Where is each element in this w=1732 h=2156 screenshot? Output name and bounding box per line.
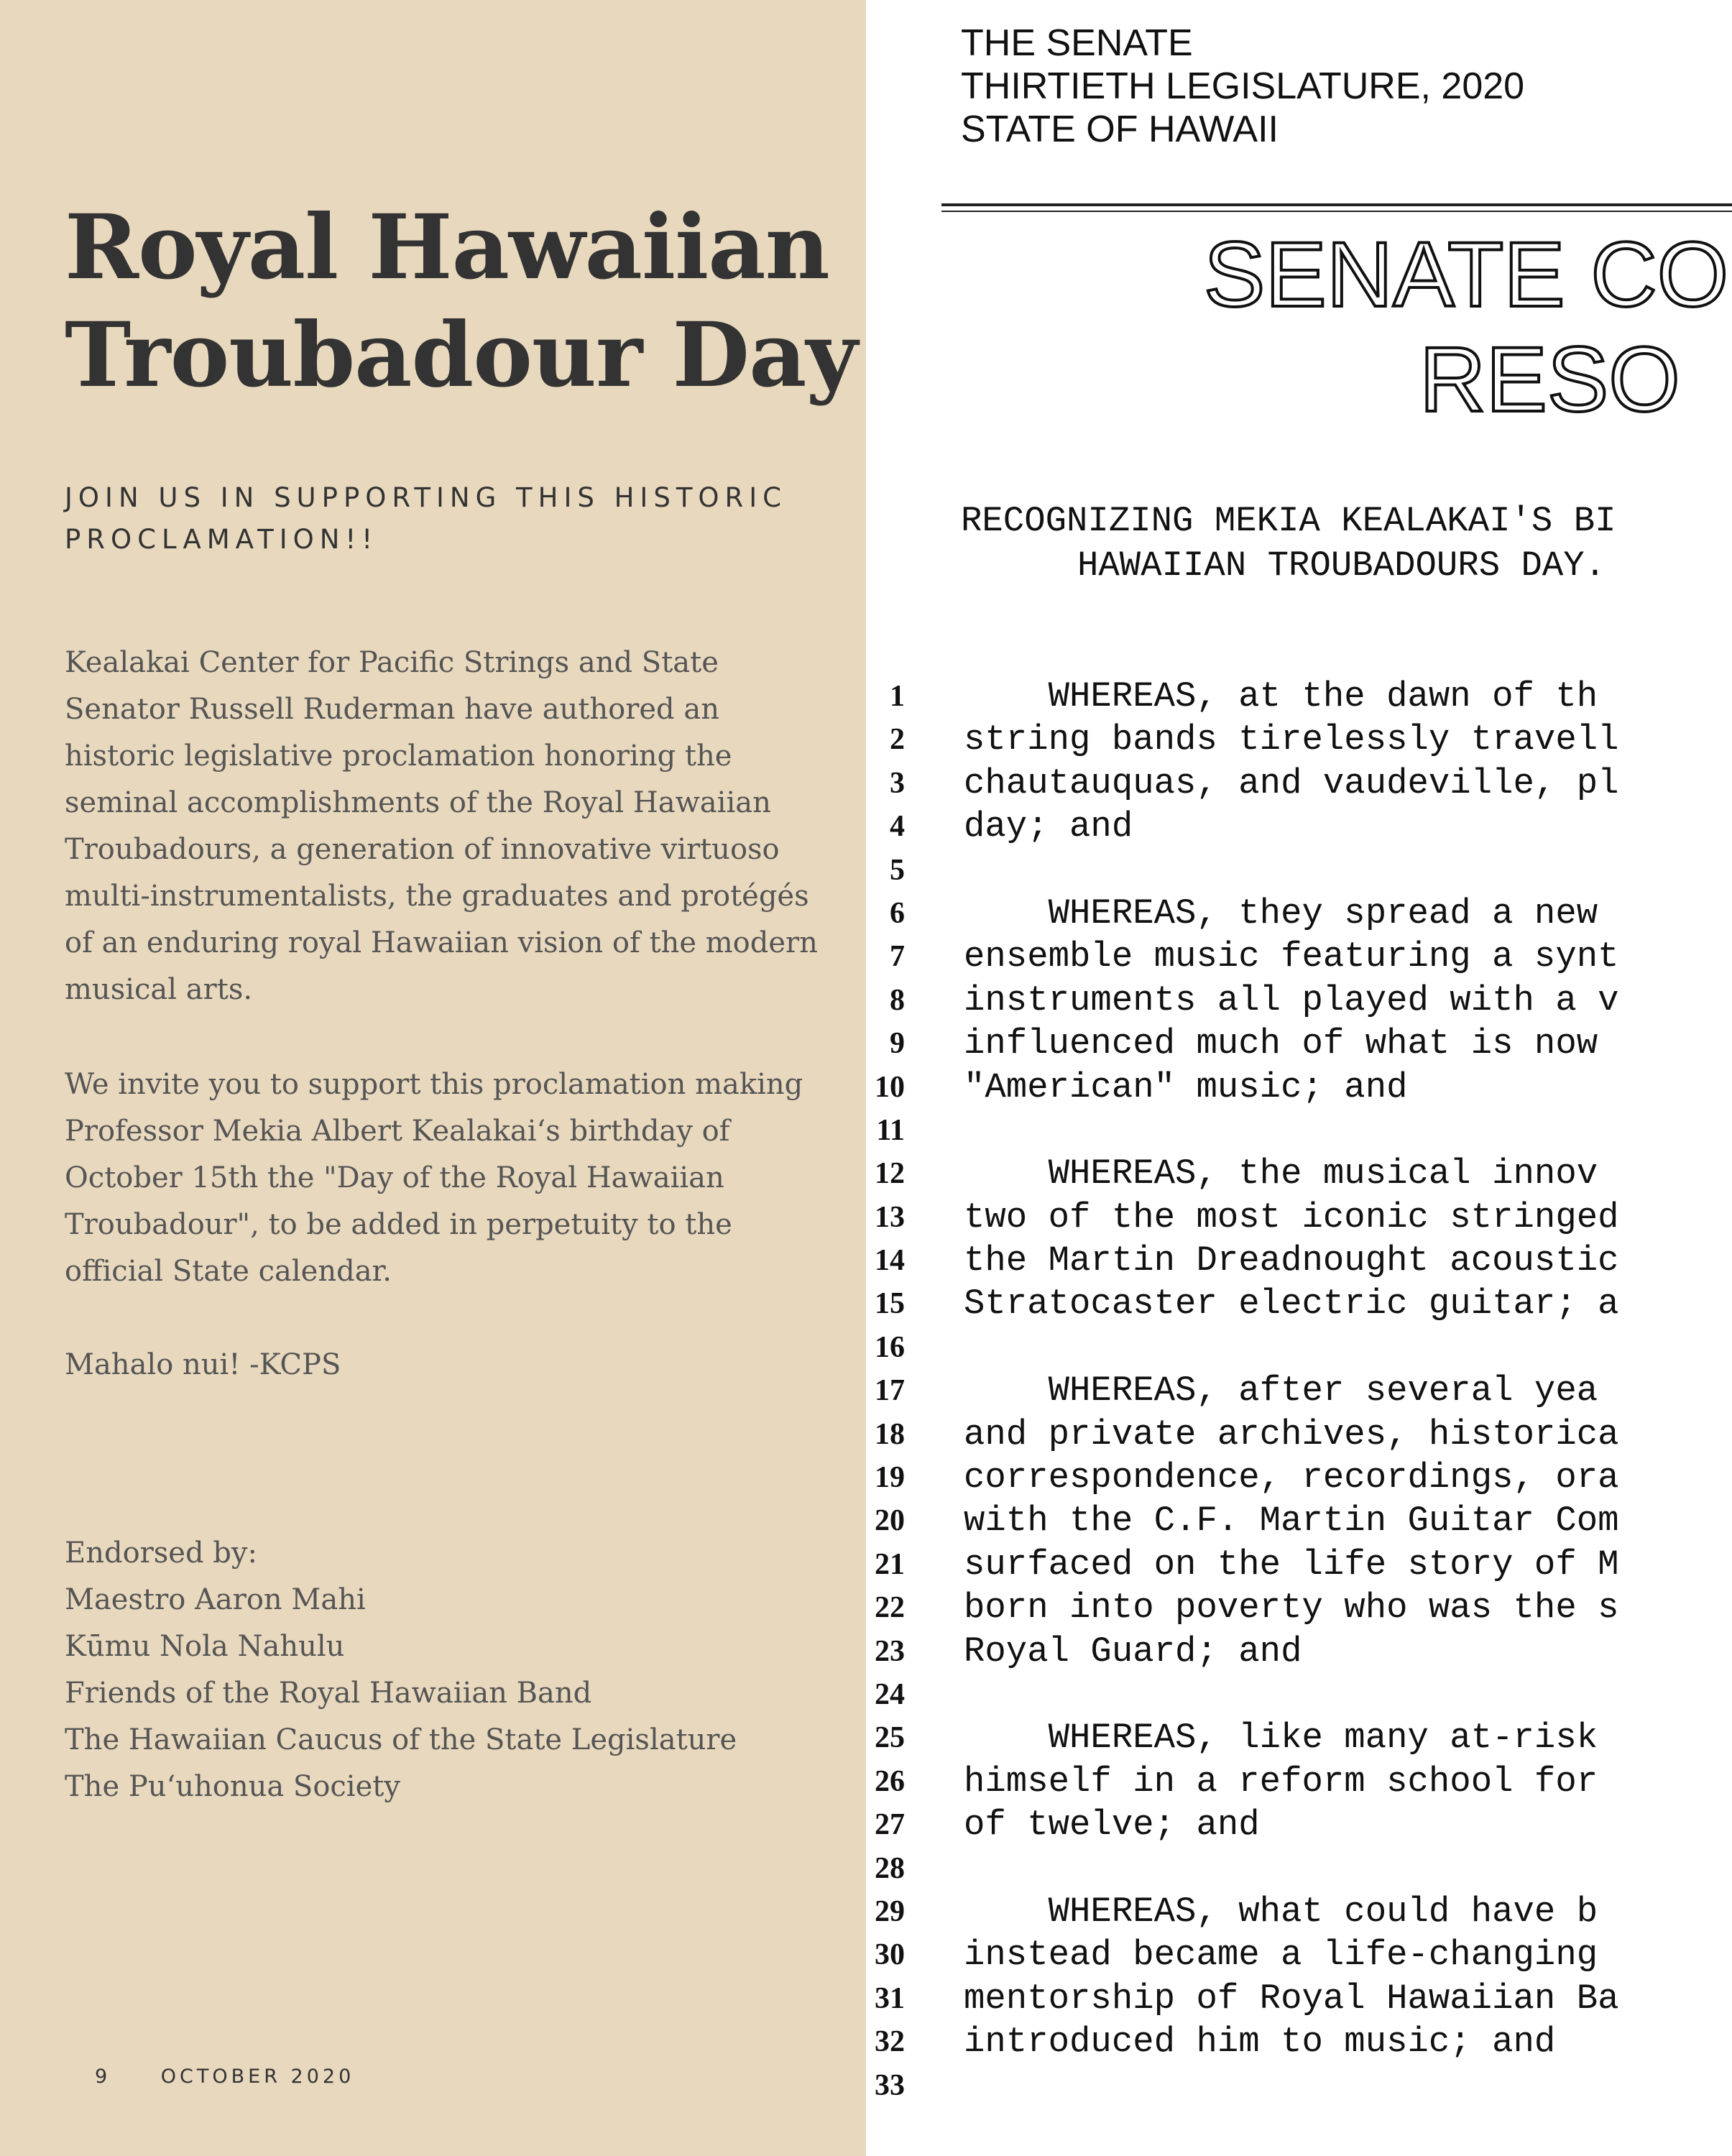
resolution-line xyxy=(866,1716,1666,1759)
endorser-item: The Pu‘uhonua Society xyxy=(65,1770,400,1803)
resolution-line xyxy=(866,1022,1666,1065)
line-number: 13 xyxy=(875,1200,905,1234)
resolution-line xyxy=(866,1760,1666,1803)
line-text: correspondence, recordings, ora xyxy=(964,1457,1619,1498)
line-number: 23 xyxy=(875,1634,905,1668)
line-number: 21 xyxy=(875,1547,905,1581)
senate-header xyxy=(961,22,1524,151)
page-title xyxy=(65,194,855,410)
endorser-item: Maestro Aaron Mahi xyxy=(65,1583,366,1616)
line-number: 11 xyxy=(876,1113,905,1147)
resolution-line xyxy=(866,1803,1666,1846)
resolution-line xyxy=(866,1586,1666,1629)
line-number: 30 xyxy=(875,1938,905,1972)
subtitle: JOIN US IN SUPPORTING THIS HISTORIC PROCLAMATION!! xyxy=(65,482,788,555)
line-text: of twelve; and xyxy=(964,1805,1260,1846)
line-text: WHEREAS, what could have b xyxy=(964,1891,1598,1932)
line-text: mentorship of Royal Hawaiian Ba xyxy=(964,1978,1619,2019)
line-text: day; and xyxy=(964,806,1133,847)
subject-line-1: RECOGNIZING MEKIA KEALAKAI'S BI xyxy=(961,501,1616,541)
resolution-line xyxy=(866,2064,1666,2107)
resolution-line xyxy=(866,1282,1666,1325)
line-text: string bands tirelessly travell xyxy=(964,719,1619,760)
title-line-1: Royal Hawaiian xyxy=(65,195,829,300)
invitation-paragraph: We invite you to support this proclamation making Professor Mekia Albert Kealakai‘s birthday of October 15th the "Day of the Royal Hawaiian Troubadour", to be added in perpetuity to the official State calendar. xyxy=(65,1068,803,1288)
line-text: "American" music; and xyxy=(964,1067,1408,1107)
line-number: 5 xyxy=(890,853,905,887)
resolution-line xyxy=(866,1456,1666,1499)
line-number: 25 xyxy=(875,1721,905,1755)
page-footer xyxy=(95,2065,354,2088)
title-line-2: Troubadour Day xyxy=(65,303,857,407)
endorser-item: Kūmu Nola Nahulu xyxy=(65,1630,345,1663)
header-line: STATE OF HAWAII xyxy=(961,109,1279,150)
resolution-line xyxy=(866,675,1666,718)
line-text: Stratocaster electric guitar; a xyxy=(964,1284,1619,1325)
resolution-line xyxy=(866,1543,1666,1586)
line-number: 1 xyxy=(890,680,905,713)
resolution-title-line-2: RESO xyxy=(1419,328,1680,431)
numbered-lines xyxy=(866,675,1666,2107)
line-number: 17 xyxy=(875,1374,905,1408)
line-number: 32 xyxy=(875,2025,905,2059)
line-number: 22 xyxy=(875,1591,905,1625)
line-number: 24 xyxy=(875,1677,905,1711)
endorsement-list xyxy=(65,1530,826,1810)
resolution-line xyxy=(866,935,1666,978)
line-number: 27 xyxy=(875,1808,905,1842)
line-number: 4 xyxy=(890,810,905,844)
line-text: chautauquas, and vaudeville, pl xyxy=(964,763,1619,803)
subject-line-2: HAWAIIAN TROUBADOURS DAY. xyxy=(1077,545,1606,586)
resolution-line xyxy=(866,1152,1666,1195)
endorser-item: Friends of the Royal Hawaiian Band xyxy=(65,1677,592,1710)
line-number: 3 xyxy=(890,766,905,800)
line-text: WHEREAS, at the dawn of th xyxy=(964,676,1598,717)
line-text: WHEREAS, after several yea xyxy=(964,1370,1598,1411)
line-number: 31 xyxy=(875,1981,905,2015)
line-number: 19 xyxy=(875,1461,905,1495)
endorsed-label: Endorsed by: xyxy=(65,1537,257,1570)
issue-date: OCTOBER 2020 xyxy=(160,2065,355,2088)
resolution-line xyxy=(866,1066,1666,1109)
divider xyxy=(941,211,1732,212)
resolution-line xyxy=(866,849,1666,892)
resolution-subject xyxy=(961,499,1616,588)
line-number: 18 xyxy=(875,1417,905,1451)
resolution-line xyxy=(866,1413,1666,1456)
line-text: instead became a life-changing xyxy=(964,1935,1598,1976)
line-text: Royal Guard; and xyxy=(964,1631,1302,1672)
resolution-title-line-1: SENATE CO xyxy=(1204,224,1729,326)
line-number: 20 xyxy=(875,1504,905,1538)
resolution-line xyxy=(866,1499,1666,1542)
line-number: 28 xyxy=(875,1851,905,1885)
signoff: Mahalo nui! -KCPS xyxy=(65,1348,341,1381)
line-text: with the C.F. Martin Guitar Com xyxy=(964,1501,1619,1542)
resolution-line xyxy=(866,1109,1666,1152)
line-text: introduced him to music; and xyxy=(964,2022,1556,2063)
resolution-scan xyxy=(866,0,1729,2156)
line-number: 15 xyxy=(875,1287,905,1321)
resolution-line xyxy=(866,718,1666,761)
divider xyxy=(941,203,1732,206)
line-text: influenced much of what is now xyxy=(964,1023,1598,1064)
resolution-line xyxy=(866,2020,1666,2063)
line-number: 33 xyxy=(875,2068,905,2102)
resolution-line xyxy=(866,1890,1666,1933)
resolution-line xyxy=(866,1630,1666,1673)
line-number: 12 xyxy=(875,1157,905,1191)
line-text: himself in a reform school for xyxy=(964,1761,1598,1802)
resolution-line xyxy=(866,979,1666,1022)
line-text: born into poverty who was the s xyxy=(964,1588,1619,1628)
endorser-item: The Hawaiian Caucus of the State Legislature xyxy=(65,1723,737,1756)
line-number: 29 xyxy=(875,1894,905,1928)
line-text: two of the most iconic stringed xyxy=(964,1197,1619,1238)
line-text: surfaced on the life story of M xyxy=(964,1544,1619,1585)
line-number: 14 xyxy=(875,1244,905,1278)
line-number: 10 xyxy=(875,1070,905,1104)
line-text: WHEREAS, like many at-risk xyxy=(964,1718,1598,1759)
resolution-line xyxy=(866,892,1666,935)
resolution-line xyxy=(866,1369,1666,1412)
line-text: WHEREAS, the musical innov xyxy=(964,1153,1598,1194)
line-number: 2 xyxy=(890,723,905,757)
resolution-line xyxy=(866,1673,1666,1716)
resolution-line xyxy=(866,762,1666,805)
resolution-line xyxy=(866,1326,1666,1369)
resolution-line xyxy=(866,1977,1666,2020)
page-number: 9 xyxy=(95,2065,111,2088)
header-line: THIRTIETH LEGISLATURE, 2020 xyxy=(961,65,1525,107)
line-text: instruments all played with a v xyxy=(964,980,1619,1021)
line-text: the Martin Dreadnought acoustic xyxy=(964,1240,1619,1281)
resolution-line xyxy=(866,1239,1666,1282)
line-number: 7 xyxy=(890,940,905,974)
resolution-line xyxy=(866,1847,1666,1890)
line-number: 16 xyxy=(875,1330,905,1364)
resolution-line xyxy=(866,1933,1666,1976)
intro-paragraph: Kealakai Center for Pacific Strings and State Senator Russell Ruderman have authored an historic legislative proclamation honoring the seminal accomplishments of the Royal Hawaiian Troubadours, a generation of innovative virtuoso multi-instrumentalists, the graduates and protégés of an enduring royal Hawaiian vision of the modern musical arts. xyxy=(65,646,818,1006)
line-number: 6 xyxy=(890,896,905,930)
line-text: ensemble music featuring a synt xyxy=(964,936,1619,977)
line-text: WHEREAS, they spread a new xyxy=(964,893,1598,934)
line-text: and private archives, historica xyxy=(964,1414,1619,1455)
resolution-line xyxy=(866,805,1666,848)
line-number: 8 xyxy=(890,983,905,1017)
line-number: 26 xyxy=(875,1764,905,1798)
header-line: THE SENATE xyxy=(961,22,1193,64)
resolution-line xyxy=(866,1196,1666,1239)
line-number: 9 xyxy=(890,1027,905,1061)
